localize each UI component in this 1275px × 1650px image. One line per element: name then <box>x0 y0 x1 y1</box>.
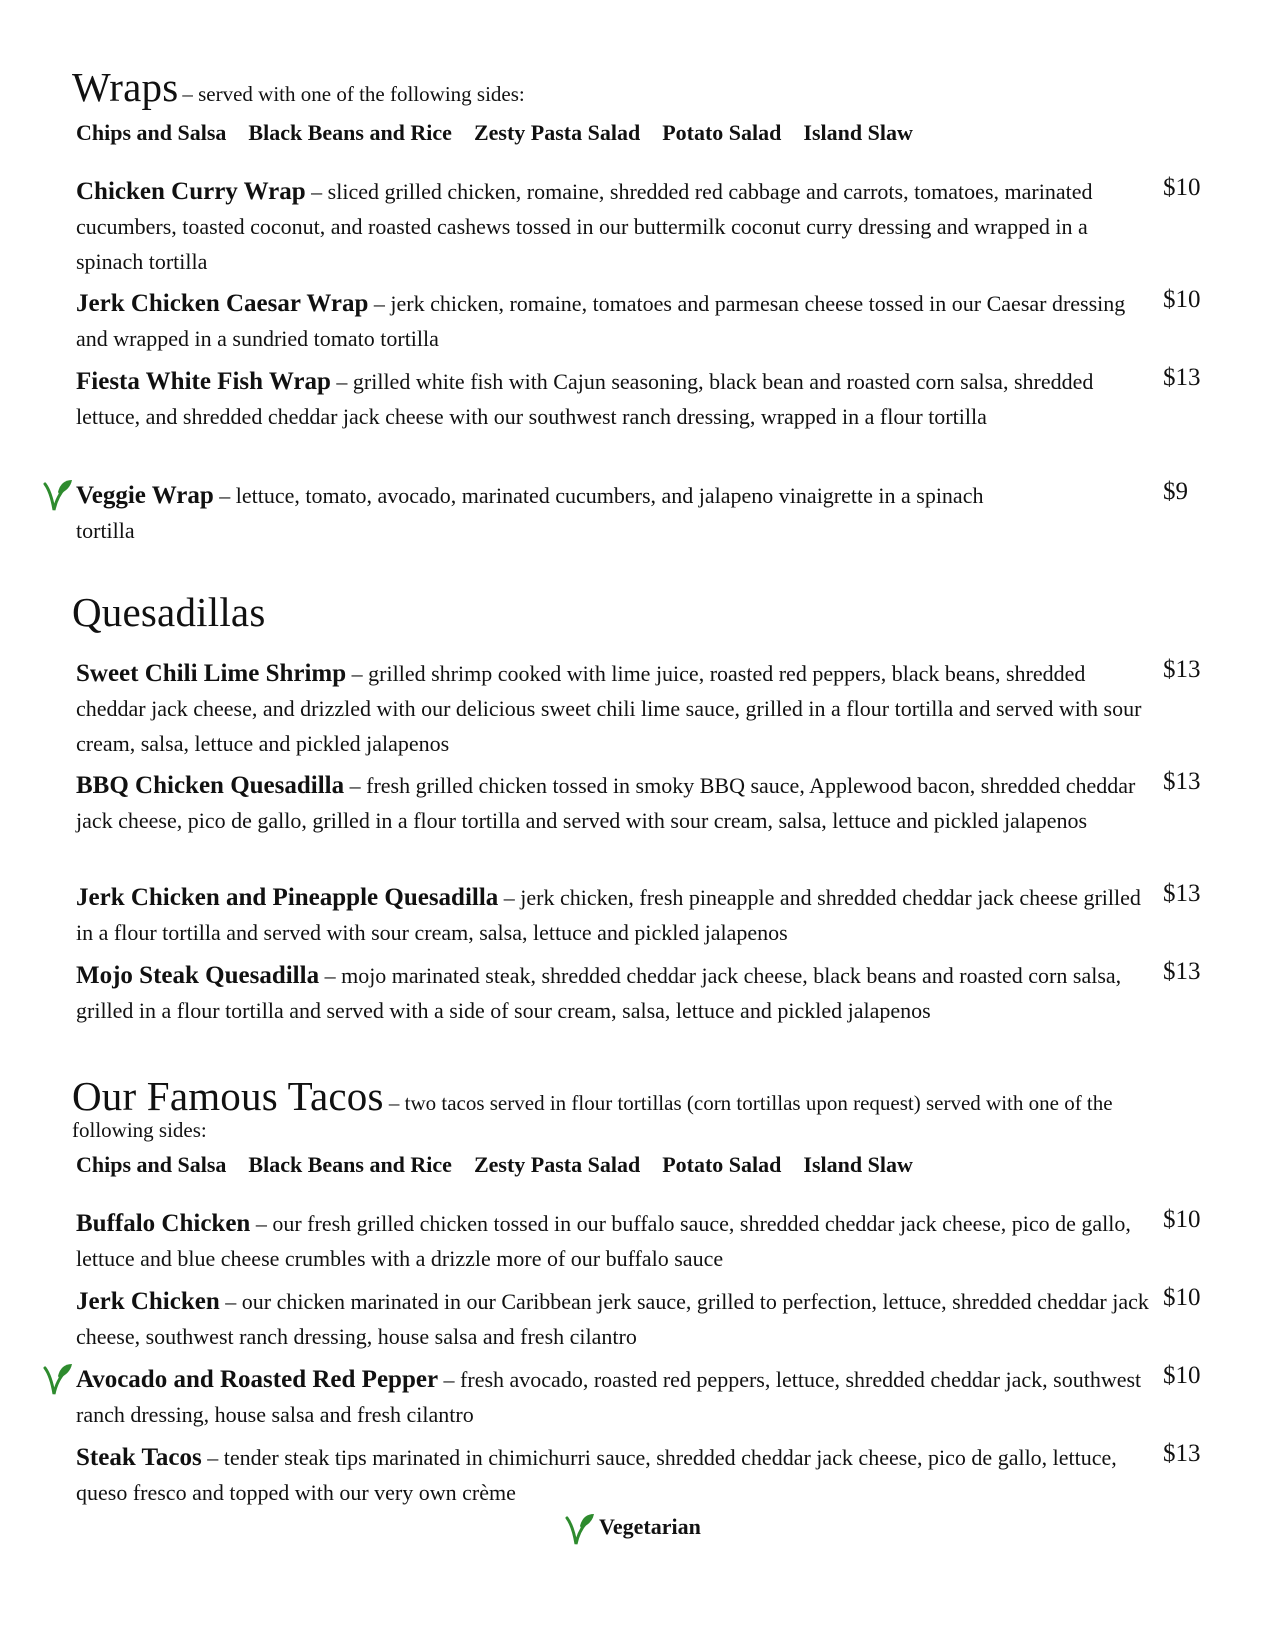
side-option: Black Beans and Rice <box>248 1152 452 1177</box>
menu-item <box>76 880 1152 950</box>
item-name: Jerk Chicken <box>76 1288 220 1315</box>
vegetarian-legend <box>565 1512 701 1546</box>
tacos-heading <box>72 1073 1152 1144</box>
menu-item <box>76 958 1152 1028</box>
side-option: Potato Salad <box>662 120 782 145</box>
item-description: – our fresh grilled chicken tossed in our buffalo sauce, shredded cheddar jack cheese, pico de gallo, lettuce and blue cheese crumbles with a drizzle more of our buffalo sauce <box>76 1211 1131 1271</box>
item-name: Buffalo Chicken <box>76 1210 251 1237</box>
quesadillas-title: Quesadillas <box>72 589 266 635</box>
item-name: Sweet Chili Lime Shrimp <box>76 660 347 687</box>
item-name: BBQ Chicken Quesadilla <box>76 772 345 799</box>
side-option: Chips and Salsa <box>76 1152 227 1177</box>
item-description: – sliced grilled chicken, romaine, shredded red cabbage and carrots, tomatoes, marinated cucumbers, toasted coconut, and roasted cashews tossed in our buttermilk coconut curry dressing and wrapped in a spinach tortilla <box>76 179 1093 274</box>
item-description: – fresh grilled chicken tossed in smoky BBQ sauce, Applewood bacon, shredded cheddar jack cheese, pico de gallo, grilled in a flour tortilla and served with sour cream, salsa, lettuce and pickled jalapenos <box>76 773 1136 833</box>
item-name: Avocado and Roasted Red Pepper <box>76 1366 439 1393</box>
menu-item <box>76 1206 1152 1276</box>
menu-item <box>76 174 1152 279</box>
item-description: – jerk chicken, fresh pineapple and shredded cheddar jack cheese grilled in a flour tortilla and served with sour cream, salsa, lettuce and pickled jalapenos <box>76 885 1141 945</box>
menu-item <box>76 656 1152 761</box>
item-description: – mojo marinated steak, shredded cheddar jack cheese, black beans and roasted corn salsa, grilled in a flour tortilla and served with a side of sour cream, salsa, lettuce and pickled jalapenos <box>76 963 1122 1023</box>
menu-item <box>76 1362 1152 1432</box>
item-name: Jerk Chicken Caesar Wrap <box>76 290 369 317</box>
side-option: Chips and Salsa <box>76 120 227 145</box>
item-price: $13 <box>1163 880 1201 907</box>
item-description: – tender steak tips marinated in chimichurri sauce, shredded cheddar jack cheese, pico de gallo, lettuce, queso fresco and topped with our very own crème <box>76 1445 1117 1505</box>
item-name: Chicken Curry Wrap <box>76 178 306 205</box>
side-option: Island Slaw <box>803 120 913 145</box>
wraps-sides <box>76 120 935 146</box>
item-price: $10 <box>1163 174 1201 201</box>
menu-item <box>76 286 1152 356</box>
item-description: – grilled shrimp cooked with lime juice, roasted red peppers, black beans, shredded cheddar jack cheese, and drizzled with our delicious sweet chili lime sauce, grilled in a flour tortilla and served with sour cream, salsa, lettuce and pickled jalapenos <box>76 661 1142 756</box>
menu-item <box>76 768 1152 838</box>
item-price: $13 <box>1163 1440 1201 1467</box>
side-option: Potato Salad <box>662 1152 782 1177</box>
item-price: $10 <box>1163 1206 1201 1233</box>
item-name: Jerk Chicken and Pineapple Quesadilla <box>76 884 499 911</box>
item-description: – jerk chicken, romaine, tomatoes and parmesan cheese tossed in our Caesar dressing and wrapped in a sundried tomato tortilla <box>76 291 1126 351</box>
tacos-subtitle: – two tacos served in flour tortillas (corn tortillas upon request) served with one of the following sides: <box>72 1091 1113 1142</box>
vegetarian-leaf-icon <box>43 478 73 512</box>
item-price: $13 <box>1163 656 1201 683</box>
item-price: $10 <box>1163 1362 1201 1389</box>
legend-label: Vegetarian <box>599 1514 701 1540</box>
quesadillas-heading <box>72 588 266 636</box>
item-name: Steak Tacos <box>76 1444 202 1471</box>
item-price: $13 <box>1163 768 1201 795</box>
menu-item <box>76 1284 1152 1354</box>
item-price: $10 <box>1163 286 1201 313</box>
side-option: Zesty Pasta Salad <box>473 120 641 145</box>
item-description: – grilled white fish with Cajun seasoning, black bean and roasted corn salsa, shredded lettuce, and shredded cheddar jack cheese with our southwest ranch dressing, wrapped in a flour tortilla <box>76 369 1094 429</box>
item-description: – fresh avocado, roasted red peppers, lettuce, shredded cheddar jack, southwest ranch dressing, house salsa and fresh cilantro <box>76 1367 1142 1427</box>
side-option: Zesty Pasta Salad <box>473 1152 641 1177</box>
tacos-title: Our Famous Tacos <box>72 1073 384 1119</box>
item-price: $13 <box>1163 364 1201 391</box>
item-name: Fiesta White Fish Wrap <box>76 368 331 395</box>
item-description: – our chicken marinated in our Caribbean jerk sauce, grilled to perfection, lettuce, shredded cheddar jack cheese, southwest ranch dressing, house salsa and fresh cilantro <box>76 1289 1149 1349</box>
side-option: Black Beans and Rice <box>248 120 452 145</box>
item-price: $13 <box>1163 958 1201 985</box>
side-option: Island Slaw <box>803 1152 913 1177</box>
item-description: – lettuce, tomato, avocado, marinated cucumbers, and jalapeno vinaigrette in a spinach tortilla <box>76 483 984 543</box>
vegetarian-leaf-icon <box>565 1512 595 1546</box>
wraps-title: Wraps <box>72 64 179 110</box>
item-name: Veggie Wrap <box>76 482 214 509</box>
item-name: Mojo Steak Quesadilla <box>76 962 320 989</box>
menu-item <box>76 478 1016 548</box>
vegetarian-leaf-icon <box>43 1362 73 1396</box>
wraps-heading <box>72 63 525 111</box>
item-price: $10 <box>1163 1284 1201 1311</box>
menu-item <box>76 1440 1152 1510</box>
wraps-subtitle: – served with one of the following sides: <box>182 82 525 106</box>
menu-item <box>76 364 1152 434</box>
item-price: $9 <box>1163 478 1188 505</box>
tacos-sides <box>76 1152 935 1178</box>
